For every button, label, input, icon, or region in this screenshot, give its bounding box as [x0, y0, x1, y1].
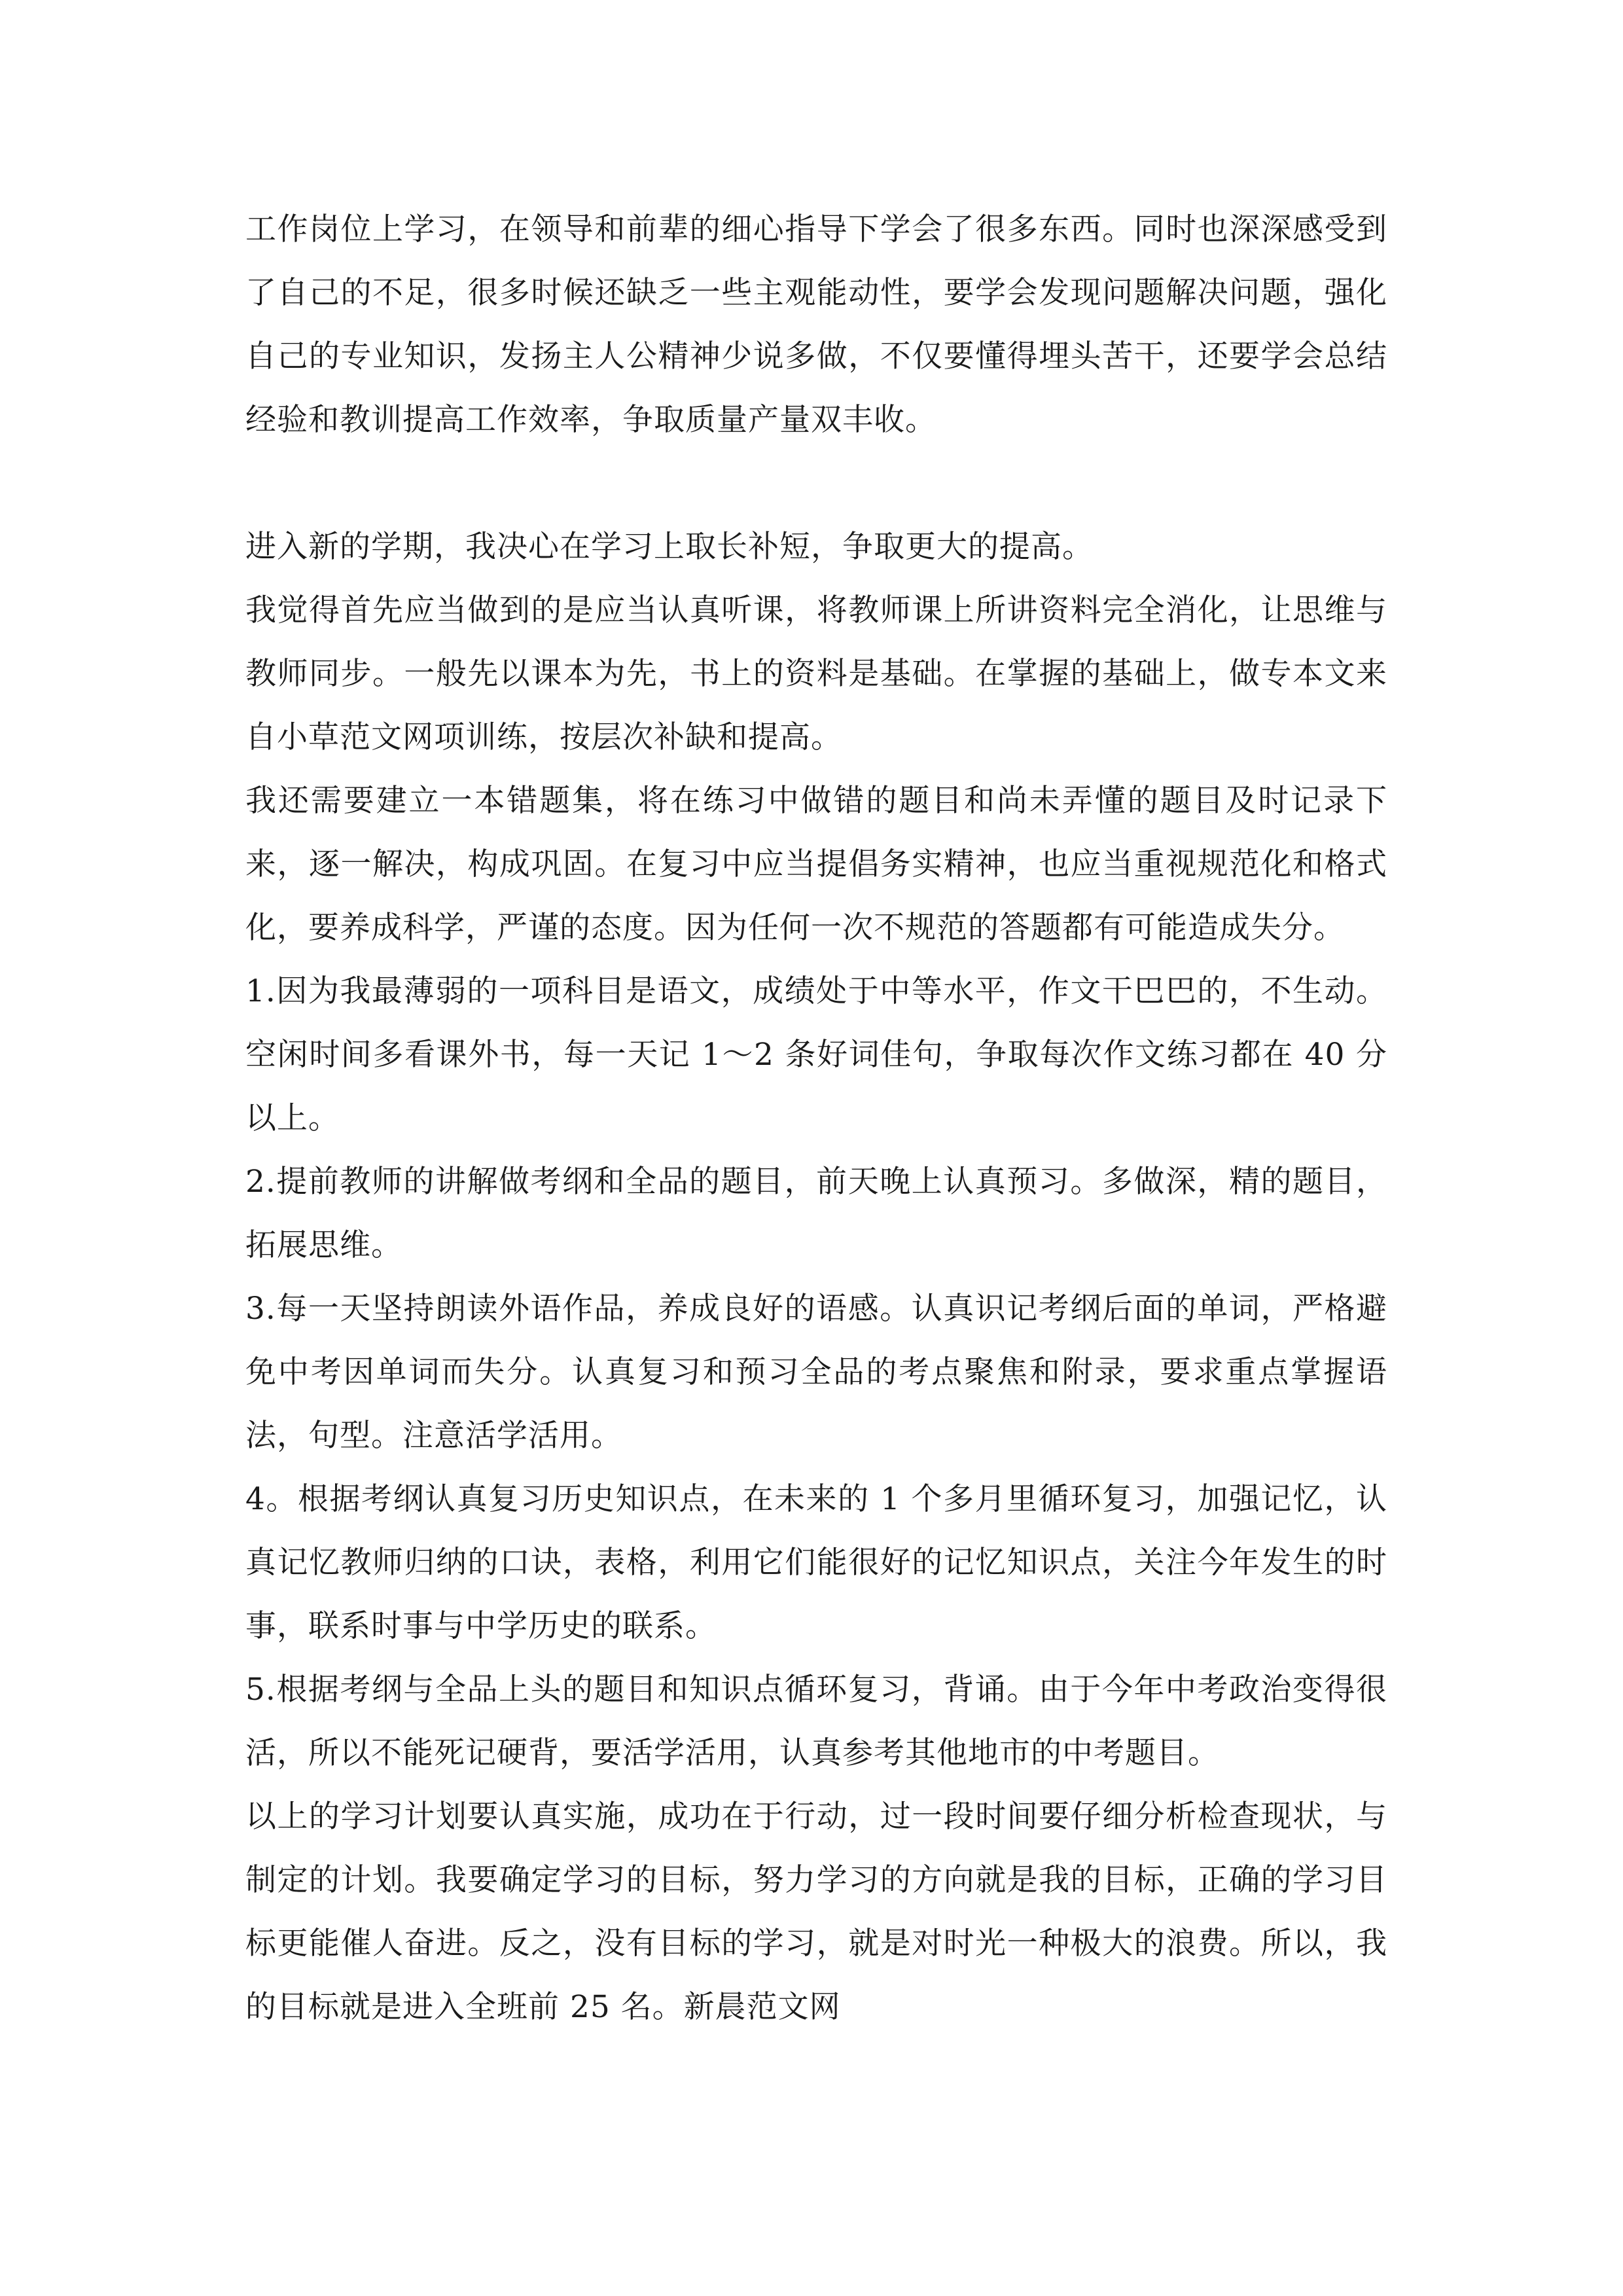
list-item-chinese: 1.因为我最薄弱的一项科目是语文，成绩处于中等水平，作文干巴巴的，不生动。空闲时间多看课外书，每一天记 1～2 条好词佳句，争取每次作文练习都在 40 分以上。	[245, 973, 1387, 1136]
list-item-preview: 2.提前教师的讲解做考纲和全品的题目，前天晚上认真预习。多做深，精的题目，拓展思维。	[245, 1164, 1387, 1263]
document-body	[245, 198, 1387, 2039]
paragraph-new-semester: 进入新的学期，我决心在学习上取长补短，争取更大的提高。	[245, 529, 1094, 565]
paragraph-conclusion: 以上的学习计划要认真实施，成功在于行动，过一段时间要仔细分析检查现状，与制定的计划。我要确定学习的目标，努力学习的方向就是我的目标，正确的学习目标更能催人奋进。反之，没有目标的学习，就是对时光一种极大的浪费。所以，我的目标就是进入全班前 25 名。新晨范文网	[245, 1799, 1387, 2025]
paragraph-listen-in-class: 我觉得首先应当做到的是应当认真听课，将教师课上所讲资料完全消化，让思维与教师同步。一般先以课本为先，书上的资料是基础。在掌握的基础上，做专本文来自小草范文网项训练，按层次补缺和提高。	[245, 592, 1387, 755]
paragraph-work-reflection: 工作岗位上学习，在领导和前辈的细心指导下学会了很多东西。同时也深深感受到了自己的不足，很多时候还缺乏一些主观能动性，要学会发现问题解决问题，强化自己的专业知识，发扬主人公精神少说多做，不仅要懂得埋头苦干，还要学会总结经验和教训提高工作效率，争取质量产量双丰收。	[245, 211, 1387, 438]
list-item-foreign-language: 3.每一天坚持朗读外语作品，养成良好的语感。认真识记考纲后面的单词，严格避免中考因单词而失分。认真复习和预习全品的考点聚焦和附录，要求重点掌握语法，句型。注意活学活用。	[245, 1291, 1387, 1454]
paragraph-spacer	[245, 452, 1387, 515]
paragraph-error-notebook: 我还需要建立一本错题集，将在练习中做错的题目和尚未弄懂的题目及时记录下来，逐一解决，构成巩固。在复习中应当提倡务实精神，也应当重视规范化和格式化，要养成科学，严谨的态度。因为任何一次不规范的答题都有可能造成失分。	[245, 783, 1387, 946]
list-item-history: 4。根据考纲认真复习历史知识点，在未来的 1 个多月里循环复习，加强记忆，认真记忆教师归纳的口诀，表格，利用它们能很好的记忆知识点，关注今年发生的时事，联系时事与中学历史的联系。	[245, 1481, 1387, 1644]
list-item-politics: 5.根据考纲与全品上头的题目和知识点循环复习，背诵。由于今年中考政治变得很活，所以不能死记硬背，要活学活用，认真参考其他地市的中考题目。	[245, 1672, 1387, 1771]
